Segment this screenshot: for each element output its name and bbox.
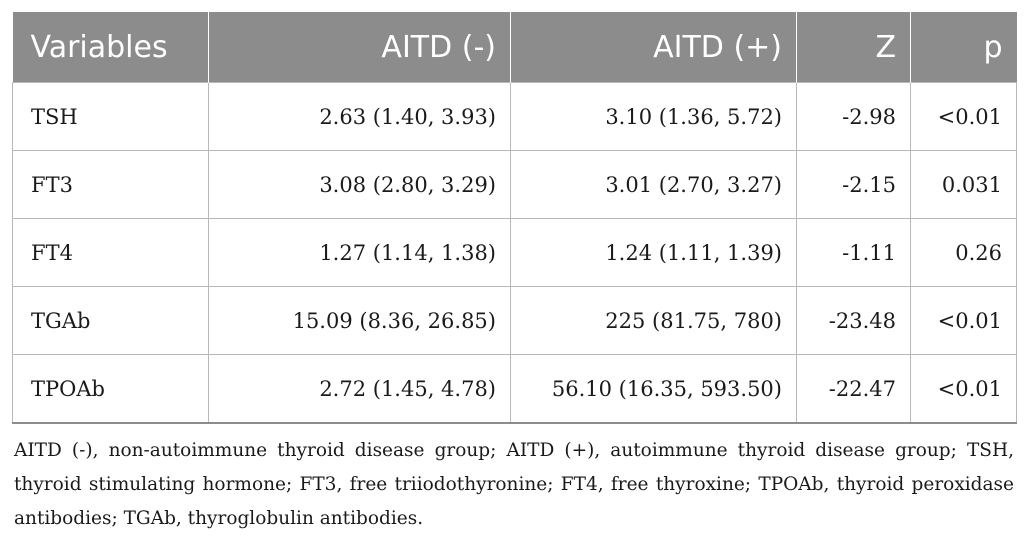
results-table bbox=[12, 12, 1017, 424]
cell-z: -2.15 bbox=[797, 151, 911, 219]
header-row bbox=[13, 12, 1017, 83]
table-container bbox=[12, 12, 1016, 536]
cell-p: 0.26 bbox=[911, 219, 1017, 287]
cell-variable: FT4 bbox=[13, 219, 209, 287]
table-row bbox=[13, 287, 1017, 355]
cell-aitd-positive: 3.10 (1.36, 5.72) bbox=[511, 83, 797, 151]
cell-z: -1.11 bbox=[797, 219, 911, 287]
cell-p: <0.01 bbox=[911, 355, 1017, 424]
cell-variable: TGAb bbox=[13, 287, 209, 355]
table-footnote: AITD (-), non-autoimmune thyroid disease group; AITD (+), autoimmune thyroid disease group; TSH, thyroid stimulating hormone; FT3, free triiodothyronine; FT4, free thyroxine; TPOAb, thyroid peroxidase antibodies; TGAb, thyroglobulin antibodies. bbox=[14, 440, 1014, 529]
cell-aitd-positive: 225 (81.75, 780) bbox=[511, 287, 797, 355]
cell-variable: TSH bbox=[13, 83, 209, 151]
cell-p: 0.031 bbox=[911, 151, 1017, 219]
cell-p: <0.01 bbox=[911, 83, 1017, 151]
header-aitd-negative: AITD (-) bbox=[209, 12, 511, 83]
table-row bbox=[13, 219, 1017, 287]
cell-aitd-negative: 3.08 (2.80, 3.29) bbox=[209, 151, 511, 219]
table-row bbox=[13, 355, 1017, 424]
cell-z: -2.98 bbox=[797, 83, 911, 151]
cell-z: -22.47 bbox=[797, 355, 911, 424]
header-aitd-positive: AITD (+) bbox=[511, 12, 797, 83]
cell-variable: TPOAb bbox=[13, 355, 209, 424]
table-row bbox=[13, 151, 1017, 219]
header-p: p bbox=[911, 12, 1017, 83]
cell-aitd-negative: 1.27 (1.14, 1.38) bbox=[209, 219, 511, 287]
cell-aitd-positive: 3.01 (2.70, 3.27) bbox=[511, 151, 797, 219]
cell-aitd-negative: 15.09 (8.36, 26.85) bbox=[209, 287, 511, 355]
table-row bbox=[13, 83, 1017, 151]
cell-z: -23.48 bbox=[797, 287, 911, 355]
cell-variable: FT3 bbox=[13, 151, 209, 219]
cell-aitd-negative: 2.72 (1.45, 4.78) bbox=[209, 355, 511, 424]
header-variables: Variables bbox=[13, 12, 209, 83]
cell-aitd-negative: 2.63 (1.40, 3.93) bbox=[209, 83, 511, 151]
cell-p: <0.01 bbox=[911, 287, 1017, 355]
header-z: Z bbox=[797, 12, 911, 83]
cell-aitd-positive: 56.10 (16.35, 593.50) bbox=[511, 355, 797, 424]
cell-aitd-positive: 1.24 (1.11, 1.39) bbox=[511, 219, 797, 287]
